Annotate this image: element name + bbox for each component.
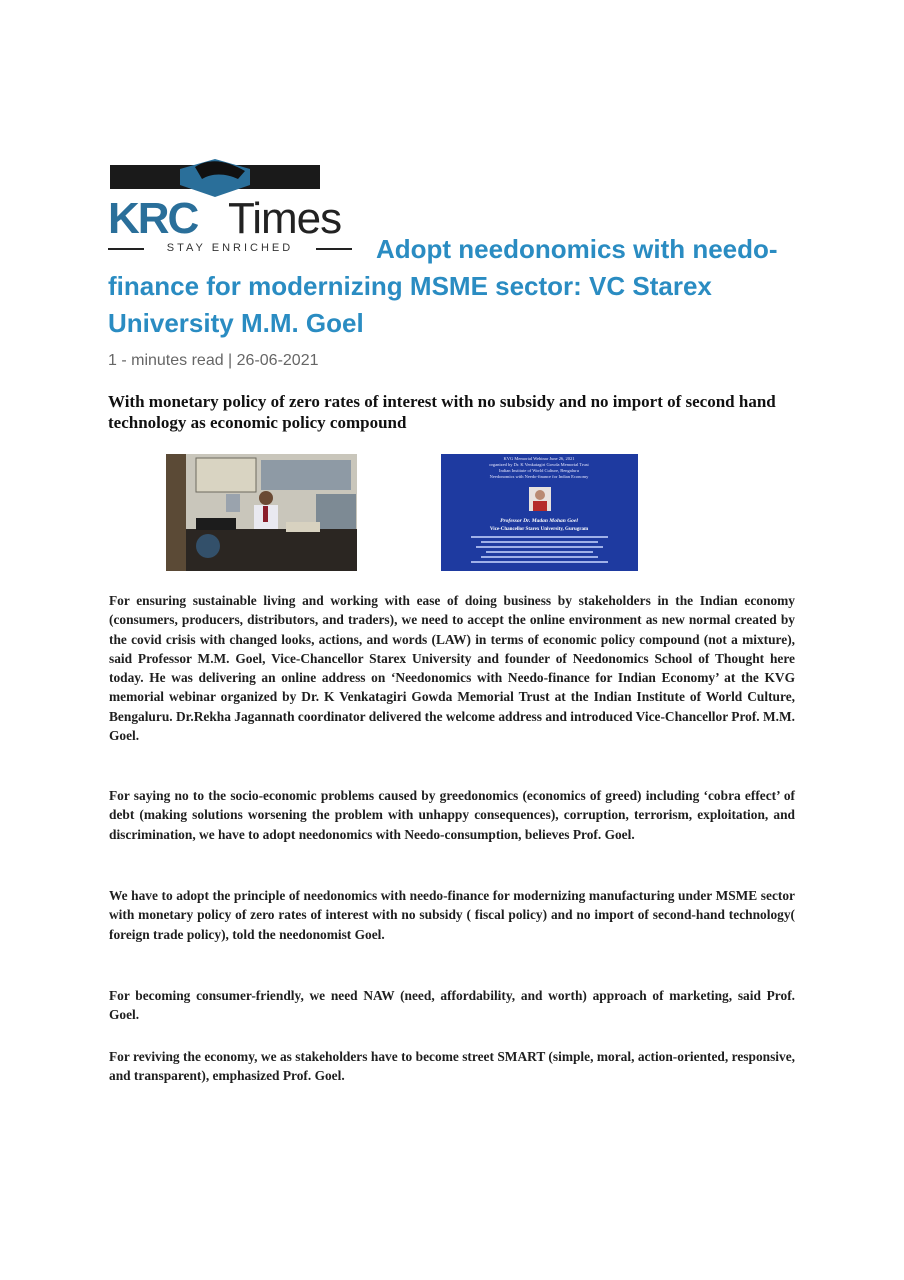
brand-name-krc: KRC — [108, 194, 198, 243]
office-photo — [166, 454, 357, 571]
article-subheadline: With monetary policy of zero rates of interest with no subsidy and no import of second hand technology as economic policy compound — [108, 392, 776, 432]
article-meta: 1 - minutes read | 26-06-2021 — [108, 352, 319, 369]
slide-speaker: Professor Dr. Madan Mohan Goel — [500, 518, 578, 524]
slide-line-1: KVG Memorial Webinar June 26, 2021 — [503, 456, 575, 461]
article-paragraph: For ensuring sustainable living and working with ease of doing business by stakeholders in the Indian economy (consumers, producers, distributors, and traders), we need to accept the online environment as new normal created by the covid crisis with changed looks, actions, and words (LAW) in terms of economic policy compound (not a mixture), said Professor M.M. Goel, Vice-Chancellor Starex University and founder of Needonomics School of Thought here today. He was delivering an online address on ‘Needonomics with Needo-finance for Indian Economy’ at the KVG memorial webinar organized by Dr. K Venkatagiri Gowda Memorial Trust at the Indian Institute of World Culture, Bengaluru. Dr.Rekha Jagannath coordinator delivered the welcome address and introduced Vice-Chancellor Prof. M.M. Goel. — [109, 593, 795, 744]
slide-line-3: Indian Institute of World Culture, Bengaluru — [498, 468, 580, 473]
slide-line-4: Needonomics with Needo-finance for Indian Economy — [489, 474, 589, 479]
article-paragraph: We have to adopt the principle of needonomics with needo-finance for modernizing manufacturing under MSME sector with monetary policy of zero rates of interest with no subsidy ( fiscal policy) and no import of second-hand technology( foreign trade policy), told the needonomist Goel. — [109, 888, 795, 942]
article-headline: Adopt needonomics with needo-finance for modernizing MSME sector: VC Starex University M.M. Goel — [108, 234, 778, 338]
slide-line-2: organized by Dr. K Venkatagiri Gowda Memorial Trust — [489, 462, 589, 467]
brand-tagline: STAY ENRICHED — [108, 241, 352, 255]
article-paragraph: For reviving the economy, we as stakeholders have to become street SMART (simple, moral, action-oriented, responsive, and transparent), emphasized Prof. Goel. — [109, 1049, 795, 1084]
handshake-icon — [110, 155, 320, 199]
webinar-slide — [441, 454, 638, 571]
article-paragraph: For becoming consumer-friendly, we need NAW (need, affordability, and worth) approach of marketing, said Prof. Goel. — [109, 988, 795, 1023]
brand-name-times: Times — [228, 194, 342, 243]
article-paragraph: For saying no to the socio-economic problems caused by greedonomics (economics of greed) including ‘cobra effect’ of debt (making solutions worsening the problem with unhappy consequences), corruption, terrorism, exploitation, and discrimination, we have to adopt needonomics with Needo-consumption, believes Prof. Goel. — [109, 788, 795, 842]
slide-role: Vice-Chancellor Starex University, Gurugram — [489, 527, 589, 532]
